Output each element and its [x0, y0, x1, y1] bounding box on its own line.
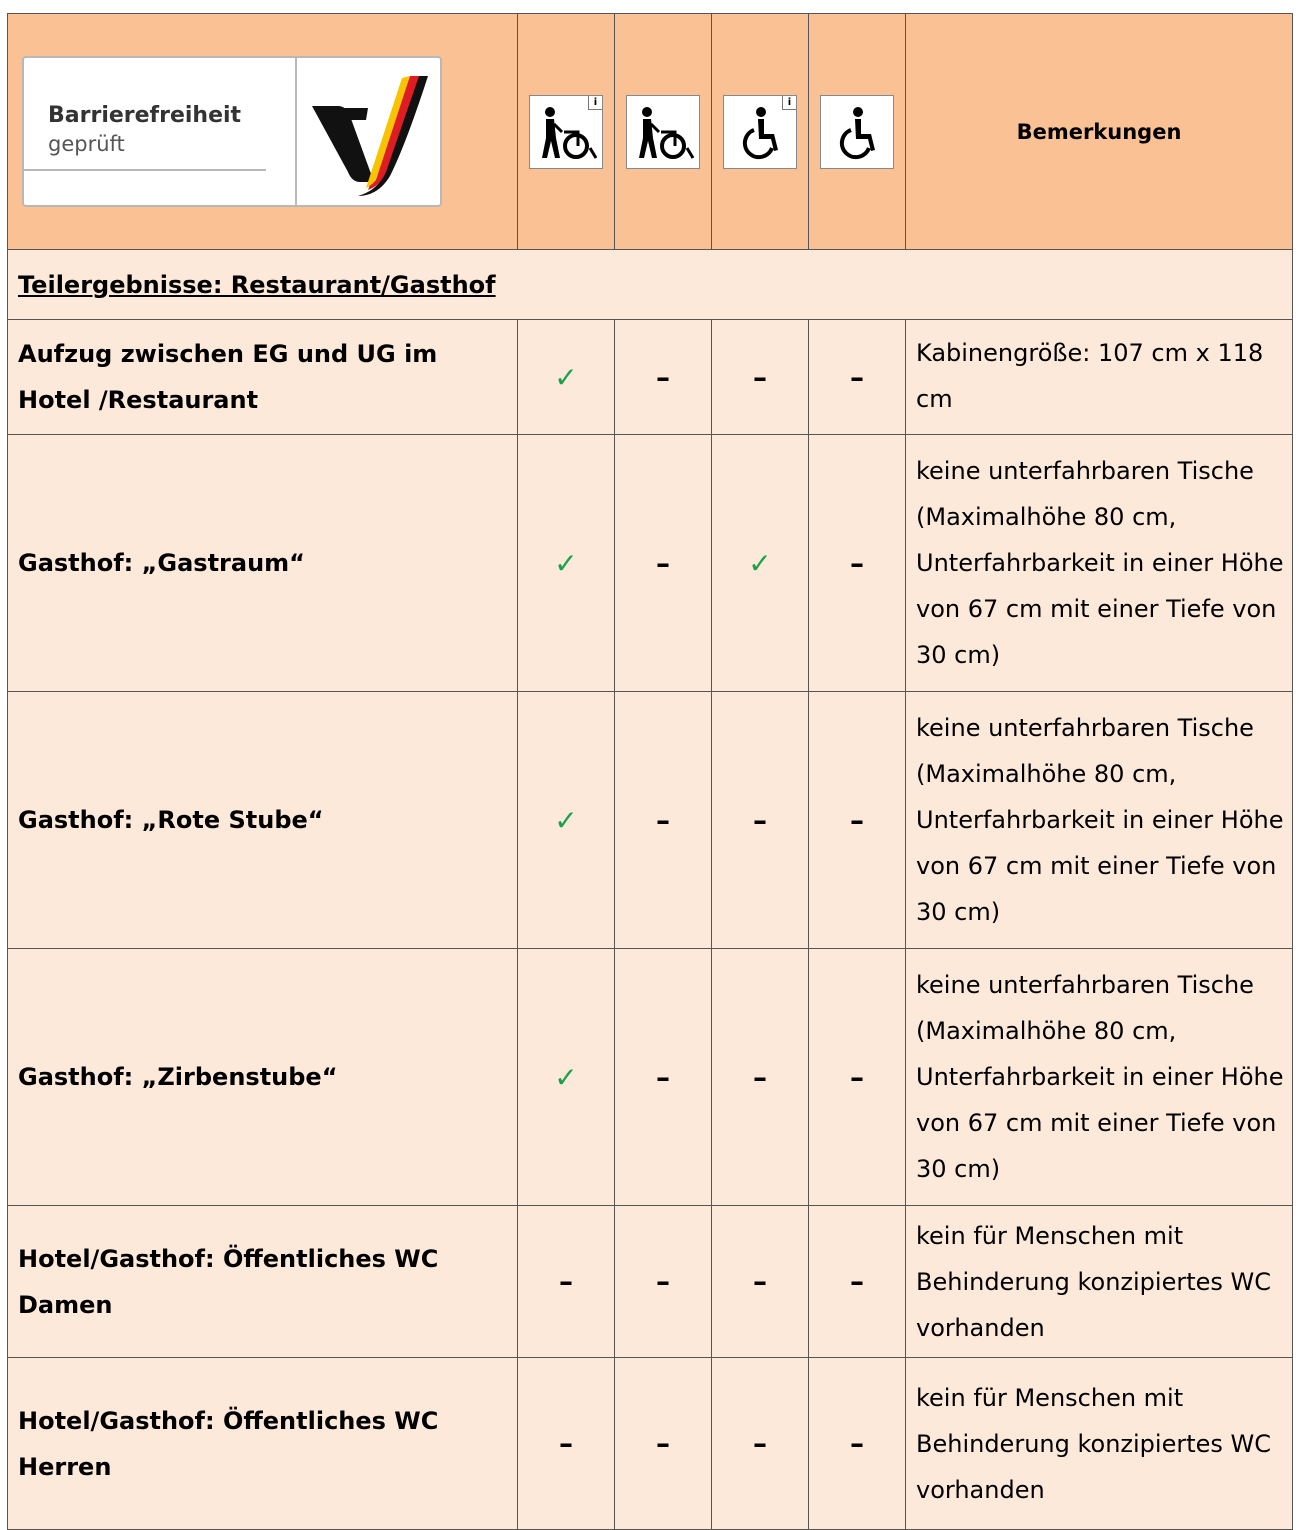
- cell-wheelchair: –: [809, 1206, 906, 1358]
- cell-walking-info: ✓: [518, 692, 615, 949]
- logo-underline: [24, 169, 266, 171]
- wheelchair-user-info-icon: [723, 95, 797, 169]
- row-label: Hotel/Gasthof: Öffentliches WC Herren: [8, 1358, 518, 1530]
- logo-divider: [295, 58, 297, 205]
- walking-impaired-icon: [626, 95, 700, 169]
- table-row: [8, 949, 1293, 1206]
- cell-wheelchair: –: [809, 949, 906, 1206]
- cell-walking-info: ✓: [518, 949, 615, 1206]
- icon-cell-2: [615, 14, 712, 250]
- cell-walking-info: –: [518, 1358, 615, 1530]
- cell-walking: –: [615, 435, 712, 692]
- icon-cell-4: [809, 14, 906, 250]
- cell-wheelchair-info: –: [712, 1358, 809, 1530]
- walking-impaired-info-icon: [529, 95, 603, 169]
- logo-line-2: geprüft: [48, 132, 125, 156]
- row-remark: kein für Menschen mit Behinderung konzipiertes WC vorhanden: [906, 1358, 1293, 1530]
- cell-wheelchair: –: [809, 435, 906, 692]
- checkmark-logo-icon: [306, 64, 436, 202]
- cell-wheelchair-info: ✓: [712, 435, 809, 692]
- logo-cell: [8, 14, 518, 250]
- remarks-header: Bemerkungen: [906, 14, 1293, 250]
- row-label: Aufzug zwischen EG und UG im Hotel /Restaurant: [8, 320, 518, 435]
- cell-walking-info: ✓: [518, 320, 615, 435]
- barrierefreiheit-logo: [22, 56, 442, 207]
- table-row: [8, 435, 1293, 692]
- info-badge: i: [588, 96, 602, 110]
- cell-walking: –: [615, 1206, 712, 1358]
- section-row: [8, 250, 1293, 320]
- wheelchair-user-icon: [820, 95, 894, 169]
- cell-wheelchair-info: –: [712, 1206, 809, 1358]
- table-row: [8, 320, 1293, 435]
- row-remark: keine unterfahrbaren Tische (Maximalhöhe 80 cm, Unterfahrbarkeit in einer Höhe von 67 cm mit einer Tiefe von 30 cm): [906, 435, 1293, 692]
- cell-wheelchair-info: –: [712, 949, 809, 1206]
- table-row: [8, 1206, 1293, 1358]
- cell-walking: –: [615, 320, 712, 435]
- row-label: Gasthof: „Zirbenstube“: [8, 949, 518, 1206]
- section-title: Teilergebnisse: Restaurant/Gasthof: [8, 250, 1293, 320]
- row-remark: keine unterfahrbaren Tische (Maximalhöhe 80 cm, Unterfahrbarkeit in einer Höhe von 67 cm mit einer Tiefe von 30 cm): [906, 949, 1293, 1206]
- icon-cell-3: [712, 14, 809, 250]
- table-row: [8, 1358, 1293, 1530]
- cell-wheelchair: –: [809, 692, 906, 949]
- row-label: Gasthof: „Gastraum“: [8, 435, 518, 692]
- cell-wheelchair-info: –: [712, 320, 809, 435]
- row-remark: Kabinengröße: 107 cm x 118 cm: [906, 320, 1293, 435]
- results-table: [7, 13, 1293, 1530]
- cell-walking: –: [615, 1358, 712, 1530]
- row-remark: kein für Menschen mit Behinderung konzipiertes WC vorhanden: [906, 1206, 1293, 1358]
- cell-wheelchair: –: [809, 1358, 906, 1530]
- cell-walking-info: –: [518, 1206, 615, 1358]
- row-label: Gasthof: „Rote Stube“: [8, 692, 518, 949]
- cell-walking: –: [615, 949, 712, 1206]
- row-label: Hotel/Gasthof: Öffentliches WC Damen: [8, 1206, 518, 1358]
- cell-wheelchair-info: –: [712, 692, 809, 949]
- cell-wheelchair: –: [809, 320, 906, 435]
- info-badge: i: [782, 96, 796, 110]
- cell-walking-info: ✓: [518, 435, 615, 692]
- row-remark: keine unterfahrbaren Tische (Maximalhöhe 80 cm, Unterfahrbarkeit in einer Höhe von 67 cm mit einer Tiefe von 30 cm): [906, 692, 1293, 949]
- header-row: [8, 14, 1293, 250]
- icon-cell-1: [518, 14, 615, 250]
- logo-line-1: Barrierefreiheit: [48, 103, 242, 128]
- cell-walking: –: [615, 692, 712, 949]
- table-row: [8, 692, 1293, 949]
